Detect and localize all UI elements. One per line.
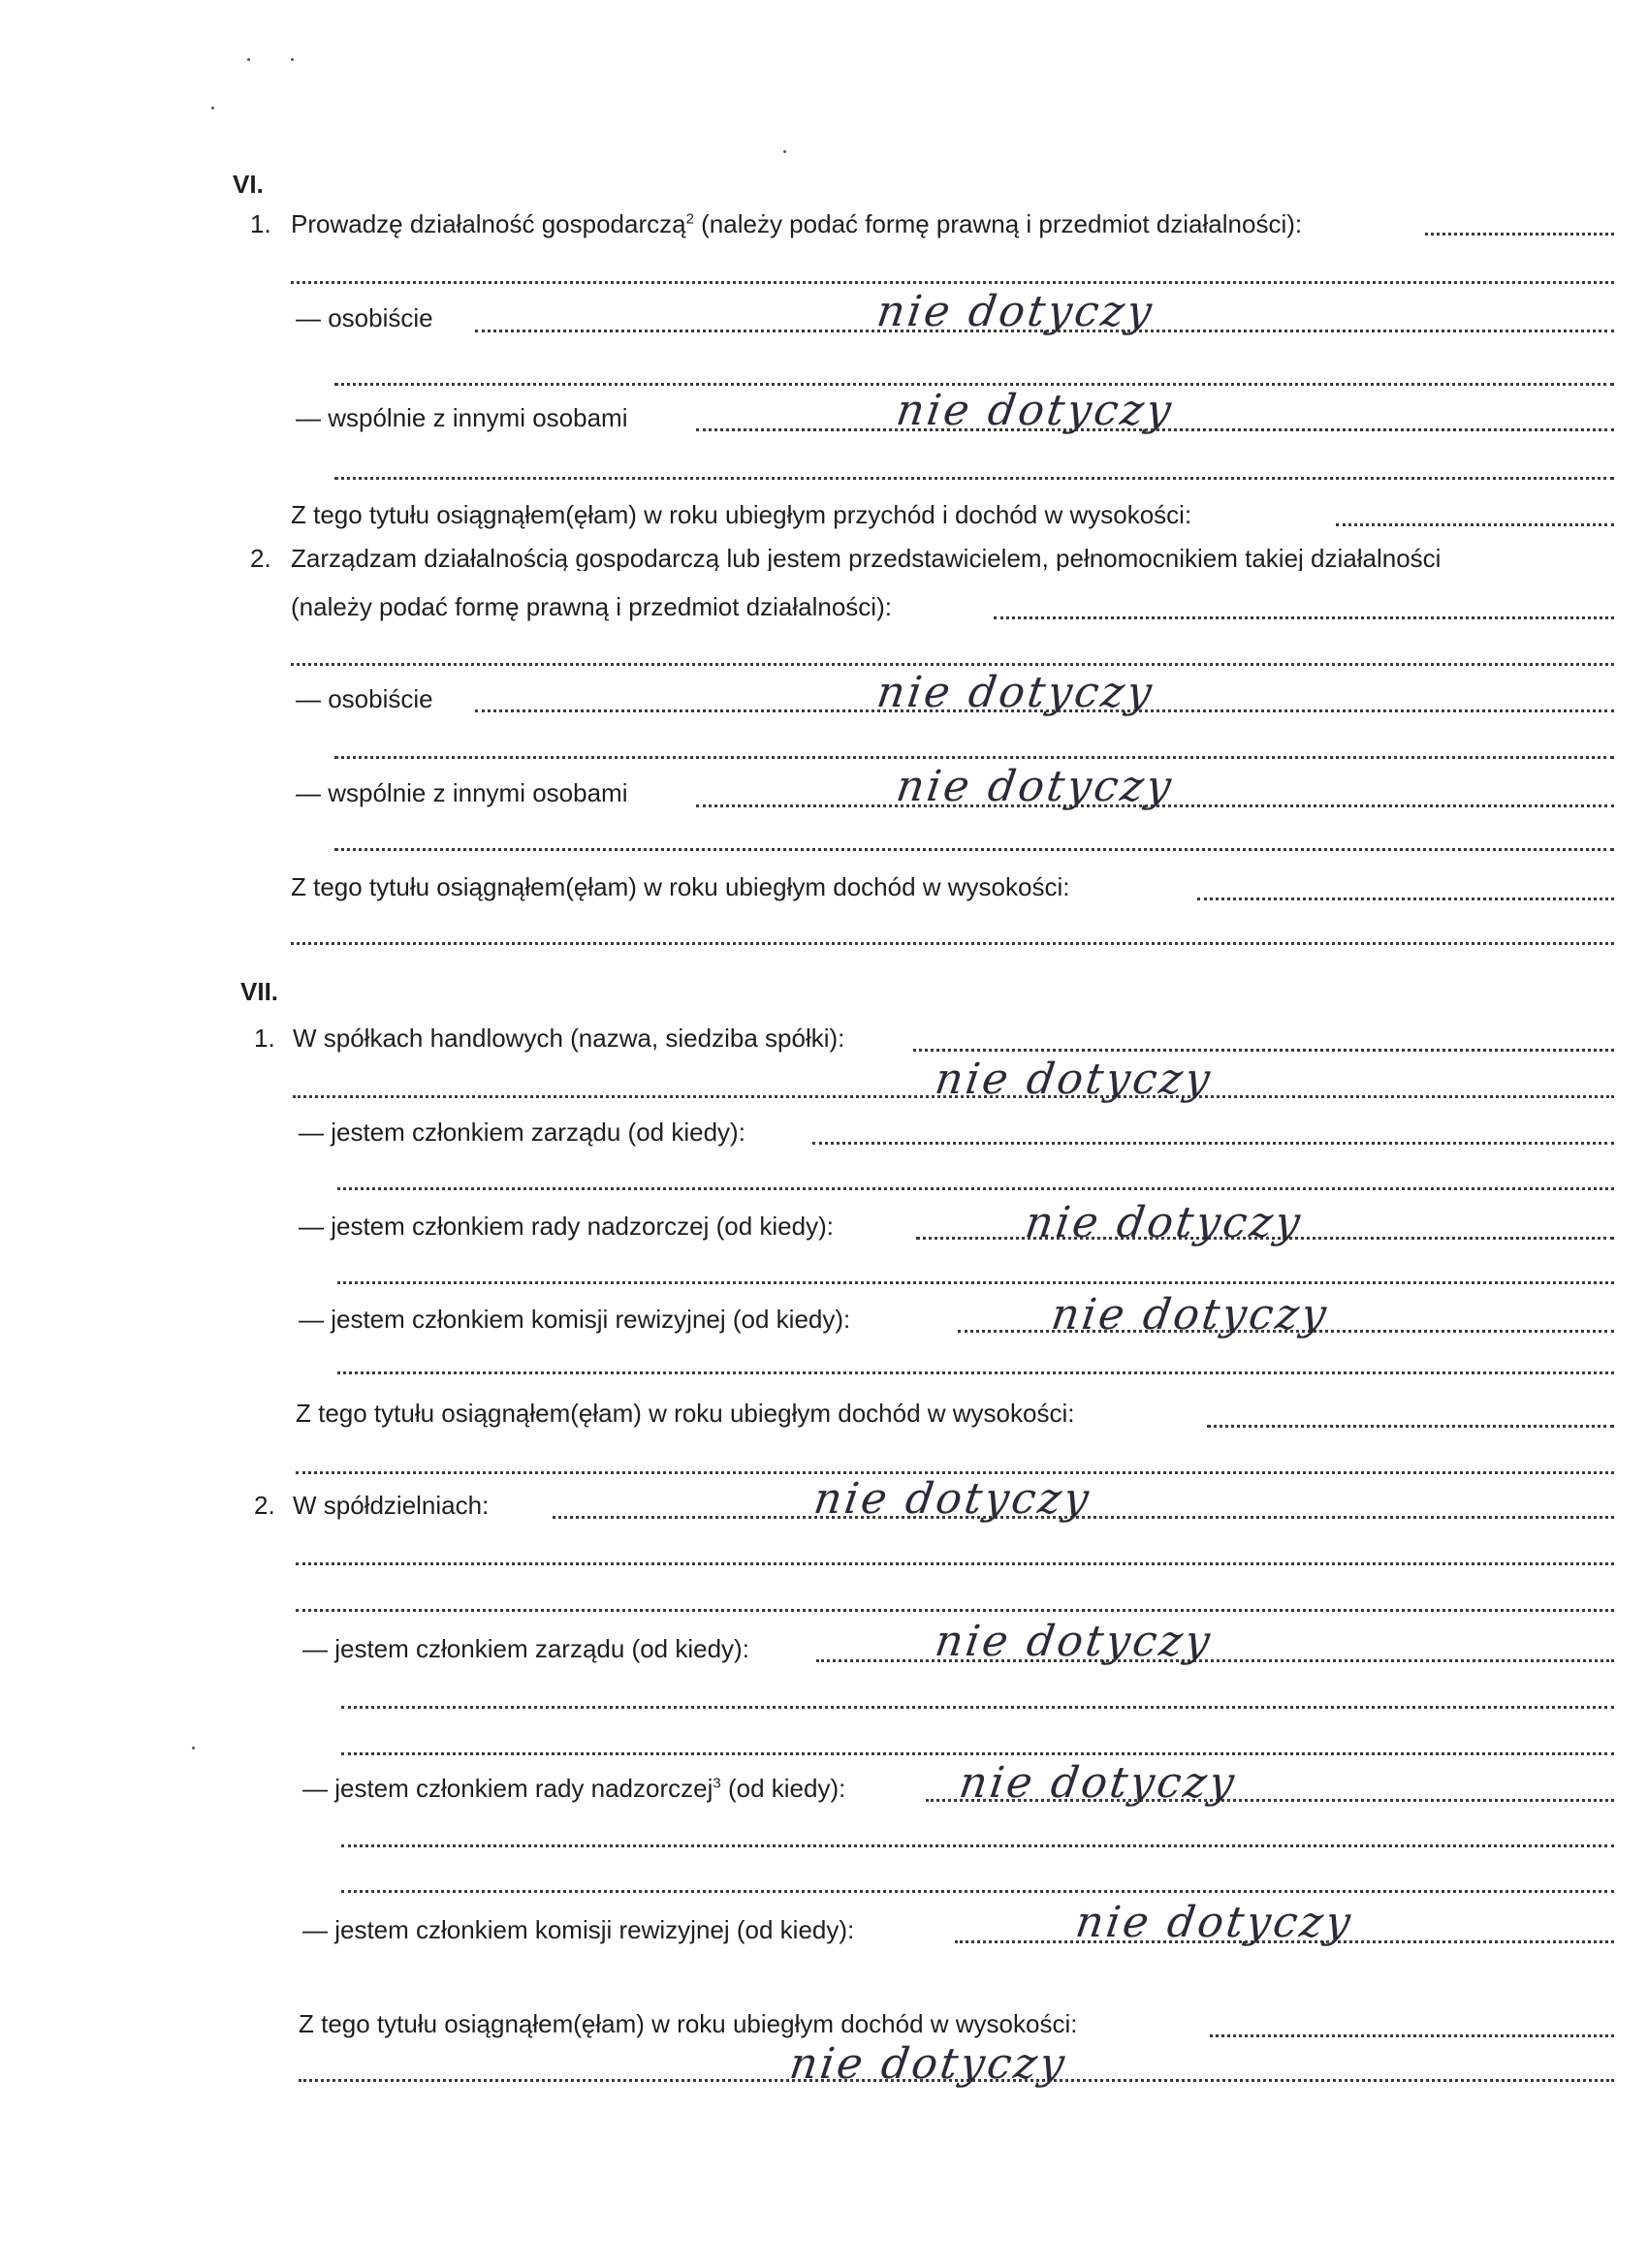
vi-1-income-label: Z tego tytułu osiągnąłem(ęłam) w roku ubiegłym przychód i dochód w wysokości: [291, 500, 1192, 529]
handwritten-answer: nie dotyczy [932, 1617, 1216, 1666]
answer-line [334, 848, 1614, 851]
answer-line [337, 1371, 1614, 1374]
vi-2-joint-label: — wspólnie z innymi osobami [296, 778, 628, 807]
handwritten-answer: nie dotyczy [873, 287, 1157, 336]
vi-1-question-note: (należy podać formę prawną i przedmiot działalności): [693, 209, 1303, 238]
vii-1-audit-label: — jestem członkiem komisji rewizyjnej (od kiedy): [299, 1305, 851, 1334]
handwritten-answer: nie dotyczy [1072, 1898, 1356, 1947]
handwritten-answer: nie dotyczy [873, 668, 1157, 717]
vii-1-number: 1. [254, 1024, 275, 1053]
vii-1-board-label: — jestem członkiem zarządu (od kiedy): [299, 1118, 745, 1147]
vii-2-supervisory-note: (od kiedy): [720, 1774, 846, 1803]
vii-2-income-label: Z tego tytułu osiągnąłem(ęłam) w roku ubiegłym dochód w wysokości: [299, 2009, 1078, 2038]
answer-line [994, 616, 1614, 619]
answer-line [296, 1562, 1614, 1565]
answer-line [291, 942, 1614, 945]
answer-line [337, 1281, 1614, 1284]
answer-line [291, 281, 1614, 284]
handwritten-answer: nie dotyczy [1022, 1198, 1306, 1247]
vi-1-personal-label: — osobiście [296, 303, 433, 332]
answer-line [341, 1890, 1614, 1893]
answer-line [334, 756, 1614, 759]
vi-2-income-label: Z tego tytułu osiągnąłem(ęłam) w roku ubiegłym dochód w wysokości: [291, 872, 1070, 901]
handwritten-answer: nie dotyczy [1048, 1290, 1332, 1339]
answer-line [296, 1609, 1614, 1612]
handwritten-answer: nie dotyczy [810, 1474, 1094, 1524]
vi-2-personal-label: — osobiście [296, 684, 433, 713]
scan-speck [291, 58, 294, 61]
answer-line [337, 1187, 1614, 1190]
scan-speck [211, 107, 214, 110]
footnote-ref-2: 2 [685, 210, 694, 228]
vii-2-supervisory-label [302, 1776, 845, 1801]
vi-2-number: 2. [250, 544, 271, 573]
answer-line [341, 1706, 1614, 1709]
scan-speck [783, 150, 786, 153]
answer-line [1207, 1425, 1614, 1428]
answer-line [1210, 2034, 1614, 2037]
vii-2-audit-label: — jestem członkiem komisji rewizyjnej (od kiedy): [302, 1915, 855, 1944]
answer-line [1425, 233, 1614, 236]
vi-1-joint-label: — wspólnie z innymi osobami [296, 403, 628, 432]
handwritten-answer: nie dotyczy [786, 2039, 1070, 2089]
vii-1-supervisory-label: — jestem członkiem rady nadzorczej (od kiedy): [299, 1212, 834, 1241]
handwritten-answer: nie dotyczy [893, 386, 1177, 435]
answer-line [913, 1049, 1614, 1052]
vii-2-number: 2. [254, 1491, 275, 1520]
handwritten-answer: nie dotyczy [932, 1055, 1216, 1104]
vi-1-number: 1. [250, 209, 271, 238]
handwritten-answer: nie dotyczy [956, 1758, 1240, 1808]
handwritten-answer: nie dotyczy [893, 762, 1177, 811]
footnote-ref-3: 3 [713, 1775, 721, 1792]
section-vii-heading: VII. [240, 977, 279, 1006]
vi-1-question-text: Prowadzę działalność gospodarczą [291, 209, 686, 238]
answer-line [341, 1844, 1614, 1847]
vi-1-question [291, 211, 1302, 236]
vi-2-question-line1: Zarządzam działalnością gospodarczą lub jestem przedstawicielem, pełnomocnikiem takiej działalności [291, 546, 1442, 571]
scan-speck [192, 1747, 195, 1749]
answer-line [1336, 523, 1614, 526]
vii-1-question: W spółkach handlowych (nazwa, siedziba spółki): [293, 1024, 845, 1053]
answer-line [341, 1752, 1614, 1755]
answer-line [334, 477, 1614, 480]
vii-2-supervisory-text: — jestem członkiem rady nadzorczej [302, 1774, 713, 1803]
vi-2-question-line2: (należy podać formę prawną i przedmiot działalności): [291, 592, 892, 621]
answer-line [812, 1142, 1614, 1145]
vii-1-income-label: Z tego tytułu osiągnąłem(ęłam) w roku ubiegłym dochód w wysokości: [296, 1399, 1075, 1428]
answer-line [1197, 898, 1614, 900]
vii-2-question: W spółdzielniach: [293, 1491, 490, 1520]
answer-line [291, 663, 1614, 666]
scan-speck [247, 58, 250, 61]
vii-2-board-label: — jestem członkiem zarządu (od kiedy): [302, 1634, 749, 1663]
section-vi-heading: VI. [233, 170, 264, 199]
